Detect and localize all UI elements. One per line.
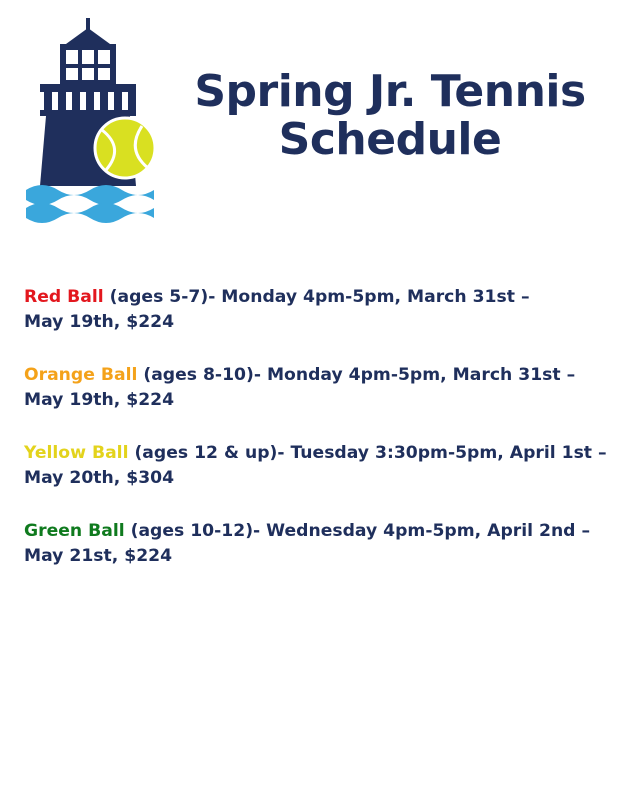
entry-dates: May 19th, $224 <box>24 390 175 410</box>
schedule-list <box>24 285 624 597</box>
entry-detail: (ages 10-12)- Wednesday 4pm-5pm, April 2nd – <box>124 521 591 541</box>
entry-detail: (ages 8-10)- Monday 4pm-5pm, March 31st – <box>137 365 576 385</box>
lighthouse-tennis-ball-logo <box>22 18 158 228</box>
entry-detail: (ages 12 & up)- Tuesday 3:30pm-5pm, April 1st – <box>128 443 607 463</box>
page-title <box>160 68 620 165</box>
entry-dates: May 21st, $224 <box>24 546 173 566</box>
entry-dates: May 20th, $304 <box>24 468 175 488</box>
ball-label-red: Red Ball <box>24 287 104 307</box>
entry-dates: May 19th, $224 <box>24 312 175 332</box>
lighthouse-icon <box>22 18 158 228</box>
schedule-entry-red <box>24 285 624 335</box>
ball-label-yellow: Yellow Ball <box>24 443 129 463</box>
title-line-2: Schedule <box>278 114 502 166</box>
schedule-entry-green <box>24 519 624 569</box>
schedule-entry-yellow <box>24 441 624 491</box>
entry-detail: (ages 5-7)- Monday 4pm-5pm, March 31st – <box>103 287 530 307</box>
title-line-1: Spring Jr. Tennis <box>194 66 586 117</box>
ball-label-orange: Orange Ball <box>24 365 138 385</box>
ball-label-green: Green Ball <box>24 521 125 541</box>
schedule-entry-orange <box>24 363 624 413</box>
